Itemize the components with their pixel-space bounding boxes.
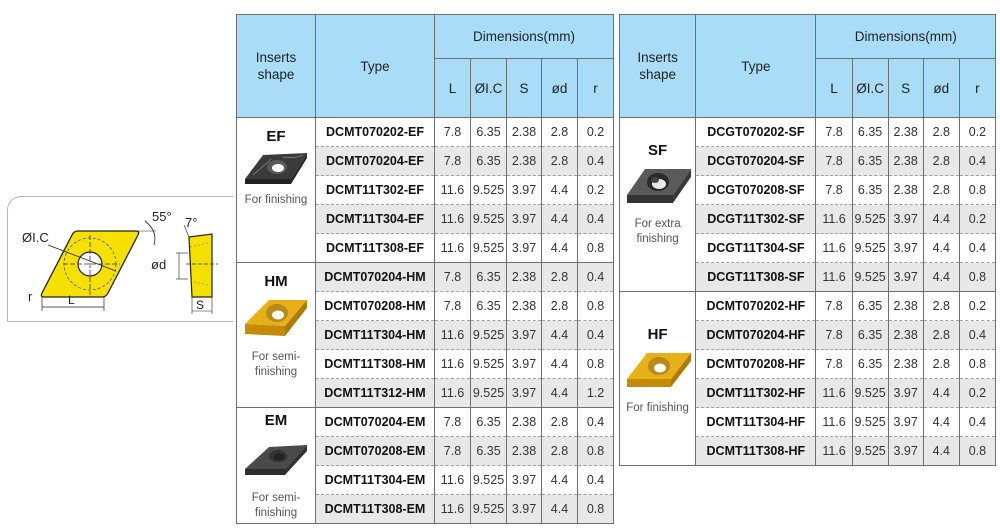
dim-r: 0.8 (578, 350, 614, 379)
dim-r: 0.4 (959, 321, 995, 350)
dim-S: 3.97 (888, 408, 923, 437)
dim-IC: 9.525 (471, 350, 507, 379)
type-code: DCGT11T304-SF (696, 234, 816, 263)
dim-IC: 9.525 (471, 176, 507, 205)
dim-d: 4.4 (542, 495, 578, 524)
d-label: ød (151, 257, 167, 272)
shape-name: EM (264, 412, 288, 429)
S-label: S (196, 298, 205, 312)
type-code: DCGT11T308-SF (696, 263, 816, 292)
dim-r: 0.4 (959, 147, 995, 176)
dim-L: 11.6 (435, 379, 471, 408)
header-IC: ØI.C (471, 59, 507, 118)
dim-IC: 9.525 (852, 205, 888, 234)
dim-S: 2.38 (888, 292, 923, 321)
dim-S: 2.38 (507, 437, 542, 466)
dim-d: 4.4 (923, 437, 959, 466)
r-label: r (28, 289, 33, 304)
table-row (237, 408, 614, 437)
dim-r: 0.8 (578, 292, 614, 321)
table-row (620, 292, 996, 321)
type-code: DCMT070204-HM (316, 263, 435, 292)
header-S: S (888, 59, 923, 118)
dim-L: 7.8 (435, 263, 471, 292)
type-code: DCMT11T302-EF (316, 176, 435, 205)
dim-L: 7.8 (816, 118, 852, 147)
shape-cell-hf (620, 292, 696, 466)
type-code: DCMT070202-HF (696, 292, 816, 321)
insert-ef-image (241, 149, 311, 187)
dim-d: 2.8 (542, 147, 578, 176)
type-code: DCMT070208-HF (696, 350, 816, 379)
dim-IC: 6.35 (471, 408, 507, 437)
dim-IC: 6.35 (852, 292, 888, 321)
table-row (620, 118, 996, 147)
dim-d: 4.4 (542, 350, 578, 379)
dim-d: 4.4 (542, 466, 578, 495)
type-code: DCGT11T302-SF (696, 205, 816, 234)
type-code: DCMT11T312-HM (316, 379, 435, 408)
dim-d: 4.4 (923, 234, 959, 263)
dim-d: 4.4 (923, 379, 959, 408)
header-d: ød (923, 59, 959, 118)
dim-r: 0.8 (959, 350, 995, 379)
dim-L: 7.8 (816, 350, 852, 379)
shape-name: EF (266, 128, 286, 145)
dim-IC: 9.525 (471, 234, 507, 263)
type-code: DCMT11T304-HF (696, 408, 816, 437)
dim-S: 3.97 (507, 350, 542, 379)
header-type: Type (316, 15, 435, 118)
dim-d: 2.8 (542, 263, 578, 292)
type-code: DCMT11T308-HM (316, 350, 435, 379)
dim-S: 3.97 (507, 321, 542, 350)
shape-name: SF (648, 142, 668, 159)
dim-r: 0.2 (959, 118, 995, 147)
dim-S: 3.97 (888, 205, 923, 234)
dim-r: 0.2 (578, 176, 614, 205)
ic-label: ØI.C (22, 230, 49, 245)
dim-d: 2.8 (542, 292, 578, 321)
dim-IC: 6.35 (471, 118, 507, 147)
dim-L: 11.6 (816, 234, 852, 263)
shape-desc (252, 350, 301, 380)
header-IC: ØI.C (852, 59, 888, 118)
dim-S: 3.97 (888, 263, 923, 292)
dim-IC: 9.525 (852, 408, 888, 437)
dim-r: 0.2 (578, 118, 614, 147)
type-code: DCMT11T302-HF (696, 379, 816, 408)
dim-IC: 6.35 (852, 147, 888, 176)
insert-hf-image (623, 347, 693, 395)
header-d: ød (542, 59, 578, 118)
type-code: DCMT11T308-EM (316, 495, 435, 524)
header-dimensions: Dimensions(mm) (816, 15, 996, 59)
dim-IC: 9.525 (471, 321, 507, 350)
dim-d: 4.4 (542, 321, 578, 350)
dim-L: 11.6 (435, 176, 471, 205)
dim-IC: 6.35 (852, 350, 888, 379)
dim-r: 0.2 (959, 205, 995, 234)
dim-L: 11.6 (816, 437, 852, 466)
dim-r: 0.4 (578, 466, 614, 495)
dim-L: 11.6 (435, 466, 471, 495)
dim-d: 4.4 (923, 408, 959, 437)
dim-IC: 9.525 (471, 205, 507, 234)
table-row (237, 118, 614, 147)
type-code: DCMT070204-HF (696, 321, 816, 350)
type-code: DCMT070204-EM (316, 408, 435, 437)
dim-S: 3.97 (507, 176, 542, 205)
dim-r: 0.4 (959, 408, 995, 437)
dim-r: 0.8 (578, 234, 614, 263)
dim-d: 2.8 (923, 292, 959, 321)
header-dimensions: Dimensions(mm) (435, 15, 614, 59)
dim-S: 3.97 (507, 234, 542, 263)
dim-S: 3.97 (507, 466, 542, 495)
dim-IC: 6.35 (852, 321, 888, 350)
dim-L: 7.8 (816, 321, 852, 350)
insert-em-image (241, 439, 311, 483)
dim-IC: 9.525 (471, 466, 507, 495)
dim-r: 0.2 (959, 379, 995, 408)
header-r: r (578, 59, 614, 118)
dim-r: 0.8 (959, 176, 995, 205)
dim-r: 1.2 (578, 379, 614, 408)
header-L: L (435, 59, 471, 118)
dim-S: 2.38 (888, 147, 923, 176)
dim-S: 2.38 (888, 118, 923, 147)
dim-d: 2.8 (542, 118, 578, 147)
dim-S: 2.38 (507, 263, 542, 292)
dim-d: 4.4 (542, 234, 578, 263)
dim-IC: 6.35 (852, 118, 888, 147)
type-code: DCGT070204-SF (696, 147, 816, 176)
dim-r: 0.2 (959, 292, 995, 321)
dim-d: 4.4 (542, 176, 578, 205)
dim-L: 7.8 (435, 292, 471, 321)
dim-L: 11.6 (435, 350, 471, 379)
dim-L: 7.8 (816, 147, 852, 176)
shape-cell-ef (237, 118, 316, 263)
dim-d: 2.8 (542, 437, 578, 466)
dim-L: 7.8 (816, 292, 852, 321)
dim-S: 2.38 (507, 118, 542, 147)
dim-S: 3.97 (888, 379, 923, 408)
header-S: S (507, 59, 542, 118)
dim-L: 7.8 (816, 176, 852, 205)
dim-IC: 6.35 (471, 292, 507, 321)
shape-desc-line1: For semi- (251, 492, 301, 504)
dim-IC: 6.35 (471, 437, 507, 466)
dim-d: 4.4 (542, 379, 578, 408)
right-spec-table (619, 14, 996, 466)
dim-r: 0.4 (578, 205, 614, 234)
type-code: DCGT070202-SF (696, 118, 816, 147)
dim-L: 11.6 (816, 379, 852, 408)
angle-label: 55° (152, 209, 172, 224)
dim-S: 2.38 (507, 408, 542, 437)
shape-name: HF (647, 326, 668, 343)
insert-dimension-diagram (7, 196, 233, 322)
type-code: DCMT070208-HM (316, 292, 435, 321)
left-spec-table (236, 14, 614, 524)
table-row (237, 263, 614, 292)
dim-S: 2.38 (888, 321, 923, 350)
L-label: L (68, 293, 75, 307)
dim-d: 2.8 (923, 147, 959, 176)
dim-IC: 6.35 (471, 147, 507, 176)
dim-S: 3.97 (507, 495, 542, 524)
shape-cell-hm (237, 263, 316, 408)
dim-r: 0.4 (578, 263, 614, 292)
dim-L: 11.6 (435, 234, 471, 263)
dim-r: 0.4 (578, 147, 614, 176)
dim-d: 2.8 (923, 176, 959, 205)
type-code: DCMT11T304-EF (316, 205, 435, 234)
dim-r: 0.4 (578, 408, 614, 437)
dim-r: 0.4 (959, 234, 995, 263)
dim-L: 11.6 (816, 263, 852, 292)
dim-L: 7.8 (435, 147, 471, 176)
type-code: DCMT070208-EM (316, 437, 435, 466)
dim-r: 0.8 (578, 437, 614, 466)
dim-S: 2.38 (888, 176, 923, 205)
dim-d: 4.4 (923, 263, 959, 292)
dim-L: 7.8 (435, 408, 471, 437)
header-inserts-shape: Inserts shape (620, 15, 696, 118)
dim-L: 11.6 (816, 205, 852, 234)
header-r: r (959, 59, 995, 118)
type-code: DCMT070202-EF (316, 118, 435, 147)
dim-IC: 9.525 (471, 495, 507, 524)
dim-S: 3.97 (888, 234, 923, 263)
dim-L: 11.6 (435, 495, 471, 524)
dim-r: 0.8 (959, 437, 995, 466)
dim-r: 0.8 (578, 495, 614, 524)
dim-S: 2.38 (507, 292, 542, 321)
dim-d: 2.8 (923, 321, 959, 350)
shape-desc-line1: For extra (634, 218, 681, 230)
dim-IC: 9.525 (852, 263, 888, 292)
insert-diagram-graphic (8, 197, 233, 321)
dim-d: 4.4 (542, 205, 578, 234)
dim-r: 0.8 (959, 263, 995, 292)
dim-d: 2.8 (923, 350, 959, 379)
shape-desc: For finishing (626, 402, 689, 414)
shape-desc-line2: finishing (636, 233, 679, 245)
dim-L: 11.6 (816, 408, 852, 437)
type-code: DCMT070204-EF (316, 147, 435, 176)
clearance-angle-label: 7° (185, 215, 198, 230)
dim-S: 2.38 (507, 147, 542, 176)
dim-r: 0.4 (578, 321, 614, 350)
dim-L: 7.8 (435, 118, 471, 147)
insert-sf-image (623, 163, 693, 211)
insert-hm-image (241, 294, 311, 344)
dim-d: 4.4 (923, 205, 959, 234)
type-code: DCMT11T304-HM (316, 321, 435, 350)
header-type: Type (696, 15, 816, 118)
shape-desc-line2: finishing (254, 366, 298, 378)
shape-desc: For finishing (244, 194, 308, 206)
dim-IC: 9.525 (852, 234, 888, 263)
shape-desc-line2: finishing (254, 507, 298, 519)
shape-desc-line1: For semi- (251, 351, 301, 363)
shape-name: HM (264, 273, 288, 290)
header-L: L (816, 59, 852, 118)
dim-L: 11.6 (435, 321, 471, 350)
dim-IC: 9.525 (852, 437, 888, 466)
dim-IC: 6.35 (852, 176, 888, 205)
dim-IC: 6.35 (471, 263, 507, 292)
dim-S: 3.97 (507, 205, 542, 234)
dim-d: 2.8 (923, 118, 959, 147)
type-code: DCMT11T308-EF (316, 234, 435, 263)
dim-L: 7.8 (435, 437, 471, 466)
dim-IC: 9.525 (852, 379, 888, 408)
dim-IC: 9.525 (471, 379, 507, 408)
dim-S: 2.38 (888, 350, 923, 379)
shape-cell-sf (620, 118, 696, 292)
type-code: DCMT11T304-EM (316, 466, 435, 495)
shape-desc (635, 217, 681, 247)
type-code: DCGT070208-SF (696, 176, 816, 205)
header-inserts-shape: Inserts shape (237, 15, 316, 118)
dim-S: 3.97 (888, 437, 923, 466)
type-code: DCMT11T308-HF (696, 437, 816, 466)
dim-L: 11.6 (435, 205, 471, 234)
dim-d: 2.8 (542, 408, 578, 437)
shape-desc (252, 491, 301, 521)
shape-cell-em (237, 408, 316, 524)
dim-S: 3.97 (507, 379, 542, 408)
